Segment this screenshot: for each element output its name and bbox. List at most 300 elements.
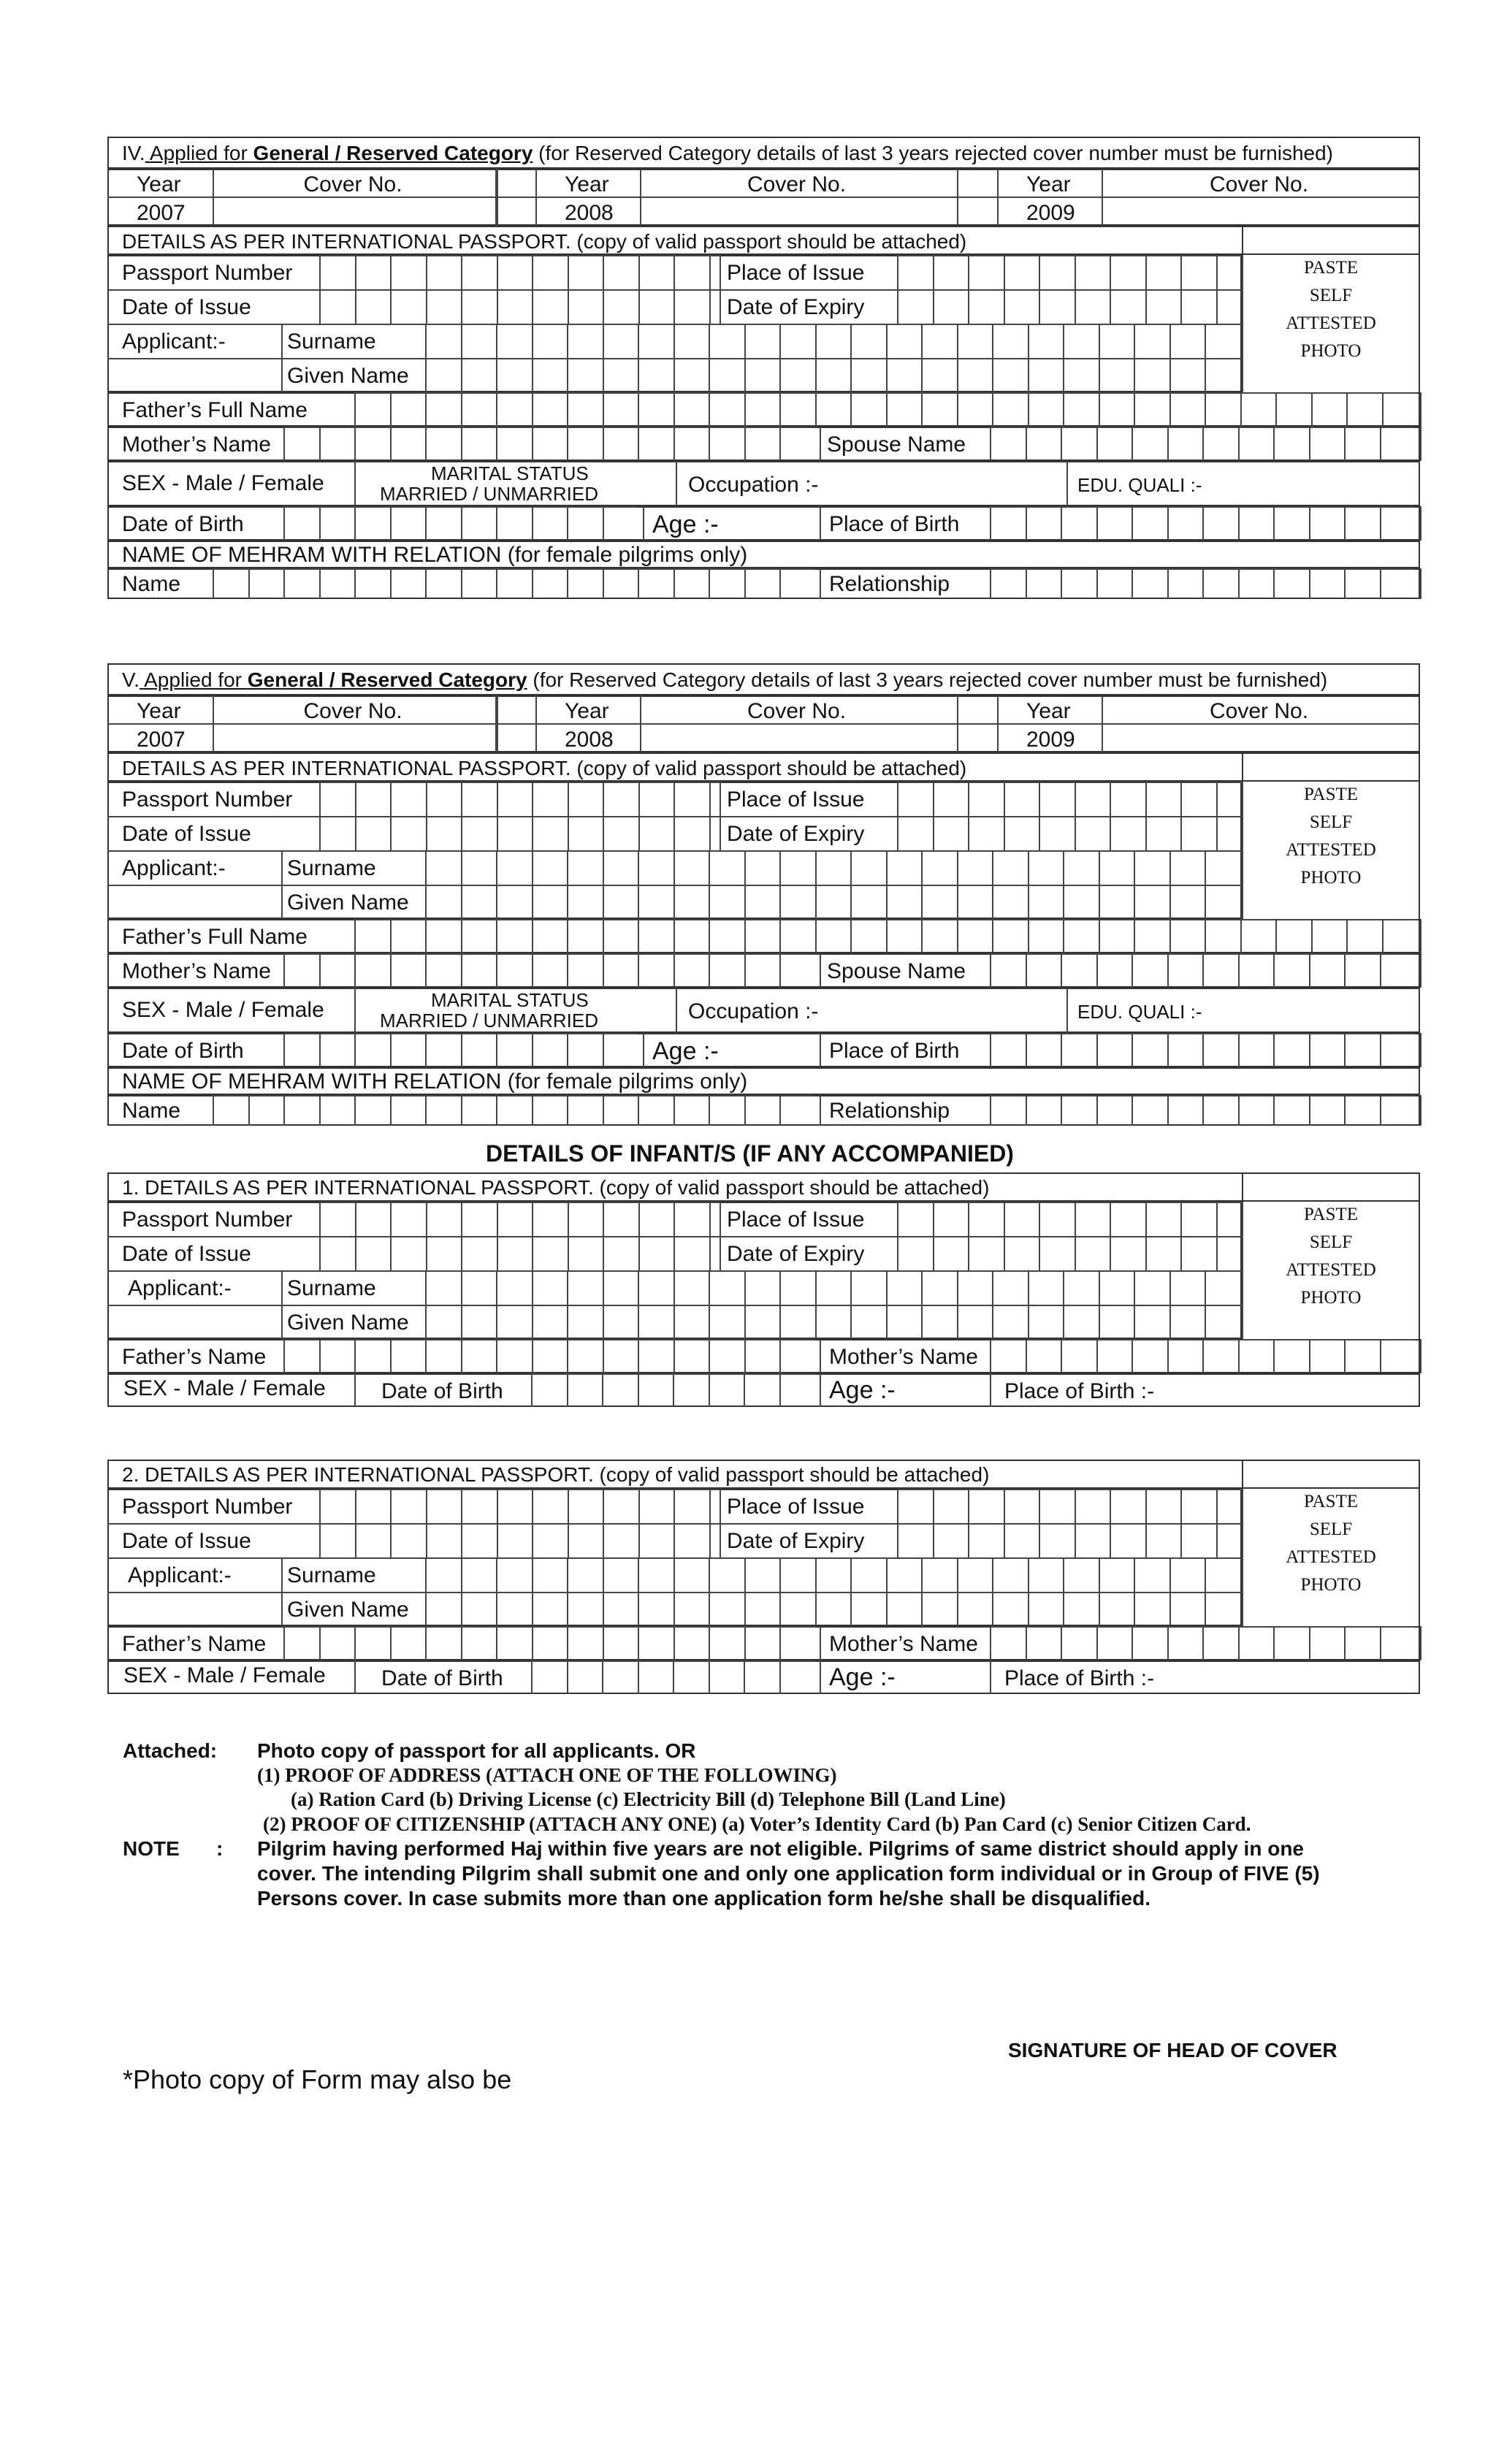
infant-surname-cell[interactable] bbox=[1099, 1270, 1134, 1305]
date-of-issue-cell[interactable] bbox=[426, 289, 462, 324]
given-name-cell[interactable] bbox=[425, 358, 461, 392]
surname-cell[interactable] bbox=[709, 324, 744, 358]
given-name-cell[interactable] bbox=[779, 358, 815, 392]
infant-date-of-issue-cell[interactable] bbox=[568, 1523, 603, 1557]
infant-father-cell[interactable] bbox=[496, 1626, 532, 1660]
father-name-cell[interactable] bbox=[1240, 919, 1276, 953]
infant-date-of-expiry-cell[interactable] bbox=[1075, 1236, 1110, 1270]
relationship-cell[interactable] bbox=[1202, 568, 1238, 599]
date-of-issue-cell[interactable] bbox=[568, 289, 603, 324]
date-of-issue-cell[interactable] bbox=[497, 289, 533, 324]
mother-name-cell[interactable] bbox=[779, 427, 815, 461]
infant-mother-cell[interactable] bbox=[1026, 1626, 1061, 1660]
father-name-cell[interactable] bbox=[532, 392, 568, 427]
passport-number-cell[interactable] bbox=[568, 782, 603, 816]
father-name-cell[interactable] bbox=[1169, 919, 1205, 953]
infant-given-name-cell[interactable] bbox=[532, 1592, 568, 1626]
given-name-cell[interactable] bbox=[709, 885, 744, 919]
given-name-cell[interactable] bbox=[957, 885, 993, 919]
infant-surname-cell[interactable] bbox=[461, 1270, 497, 1305]
infant-father-cell[interactable] bbox=[319, 1339, 355, 1373]
surname-cell[interactable] bbox=[1099, 850, 1134, 885]
passport-number-cell[interactable] bbox=[319, 255, 355, 289]
relationship-cell[interactable] bbox=[1096, 1095, 1132, 1126]
mother-name-cell[interactable] bbox=[638, 427, 673, 461]
mehram-name-cell[interactable] bbox=[638, 568, 673, 599]
infant-father-cell[interactable] bbox=[744, 1339, 780, 1373]
dob-cell[interactable] bbox=[354, 1033, 390, 1067]
infant-given-name-cell[interactable] bbox=[1028, 1592, 1064, 1626]
mother-name-cell[interactable] bbox=[532, 953, 568, 988]
date-of-expiry-cell[interactable] bbox=[1216, 816, 1243, 850]
infant-father-cell[interactable] bbox=[638, 1626, 673, 1660]
infant-mother-cell[interactable] bbox=[1238, 1339, 1274, 1373]
father-name-cell[interactable] bbox=[992, 919, 1028, 953]
cover-no-input[interactable] bbox=[643, 198, 954, 223]
given-name-cell[interactable] bbox=[921, 885, 957, 919]
place-of-issue-cell[interactable] bbox=[1180, 255, 1216, 289]
infant-given-name-cell[interactable] bbox=[886, 1592, 922, 1626]
infant-given-name-cell[interactable] bbox=[886, 1305, 922, 1339]
mother-name-cell[interactable] bbox=[425, 953, 461, 988]
spouse-name-cell[interactable] bbox=[1309, 427, 1345, 461]
date-of-issue-cell[interactable] bbox=[709, 289, 720, 324]
infant-father-cell[interactable] bbox=[283, 1339, 319, 1373]
infant-date-of-issue-cell[interactable] bbox=[461, 1523, 497, 1557]
mehram-name-cell[interactable] bbox=[673, 568, 709, 599]
infant-dob-cell[interactable] bbox=[602, 1373, 638, 1407]
infant-father-cell[interactable] bbox=[709, 1626, 744, 1660]
infant-place-of-issue-cell[interactable] bbox=[1075, 1489, 1110, 1523]
date-of-issue-cell[interactable] bbox=[603, 289, 638, 324]
infant-surname-cell[interactable] bbox=[1028, 1557, 1064, 1592]
relationship-cell[interactable] bbox=[1061, 1095, 1096, 1126]
spouse-name-cell[interactable] bbox=[1202, 427, 1238, 461]
infant-father-cell[interactable] bbox=[779, 1626, 815, 1660]
spouse-name-cell[interactable] bbox=[1238, 427, 1274, 461]
relationship-cell[interactable] bbox=[1061, 568, 1096, 599]
father-name-cell[interactable] bbox=[1205, 919, 1240, 953]
relationship-cell[interactable] bbox=[1131, 1095, 1167, 1126]
spouse-name-cell[interactable] bbox=[1061, 427, 1096, 461]
infant-given-name-cell[interactable] bbox=[1169, 1305, 1205, 1339]
dob-cell[interactable] bbox=[496, 1033, 532, 1067]
passport-number-cell[interactable] bbox=[673, 782, 709, 816]
father-name-cell[interactable] bbox=[1346, 919, 1382, 953]
infant-father-cell[interactable] bbox=[354, 1339, 390, 1373]
given-name-cell[interactable] bbox=[850, 885, 886, 919]
infant-surname-cell[interactable] bbox=[744, 1557, 780, 1592]
father-name-cell[interactable] bbox=[1205, 392, 1240, 427]
passport-number-cell[interactable] bbox=[319, 782, 355, 816]
relationship-cell[interactable] bbox=[1238, 1095, 1274, 1126]
infant-given-name-cell[interactable] bbox=[779, 1592, 815, 1626]
given-name-cell[interactable] bbox=[886, 885, 922, 919]
infant-date-of-issue-cell[interactable] bbox=[532, 1523, 568, 1557]
father-name-cell[interactable] bbox=[603, 919, 638, 953]
infant-mother-cell[interactable] bbox=[1309, 1626, 1345, 1660]
mother-name-cell[interactable] bbox=[496, 953, 532, 988]
father-name-cell[interactable] bbox=[354, 919, 390, 953]
relationship-cell[interactable] bbox=[1344, 1095, 1380, 1126]
father-name-cell[interactable] bbox=[567, 919, 603, 953]
infant-surname-cell[interactable] bbox=[1134, 1270, 1169, 1305]
mehram-name-cell[interactable] bbox=[779, 1095, 815, 1126]
infant-given-name-cell[interactable] bbox=[496, 1305, 532, 1339]
infant-place-of-issue-cell[interactable] bbox=[897, 1202, 933, 1236]
infant-passport-number-cell[interactable] bbox=[461, 1202, 497, 1236]
infant-father-cell[interactable] bbox=[354, 1626, 390, 1660]
father-name-cell[interactable] bbox=[461, 392, 497, 427]
infant-surname-cell[interactable] bbox=[532, 1270, 568, 1305]
place-of-birth-cell[interactable] bbox=[1202, 506, 1238, 541]
passport-number-cell[interactable] bbox=[461, 782, 497, 816]
cover-no-input[interactable] bbox=[1104, 725, 1417, 750]
place-of-birth-cell[interactable] bbox=[1096, 1033, 1132, 1067]
relationship-cell[interactable] bbox=[990, 1095, 1026, 1126]
dob-cell[interactable] bbox=[283, 506, 319, 541]
place-of-issue-cell[interactable] bbox=[1075, 255, 1110, 289]
place-of-issue-cell[interactable] bbox=[1004, 255, 1039, 289]
father-name-cell[interactable] bbox=[1275, 919, 1311, 953]
cover-no-input[interactable] bbox=[643, 725, 954, 750]
mehram-name-cell[interactable] bbox=[744, 1095, 780, 1126]
father-name-cell[interactable] bbox=[992, 392, 1028, 427]
passport-number-cell[interactable] bbox=[532, 255, 568, 289]
relationship-cell[interactable] bbox=[1167, 1095, 1203, 1126]
mehram-name-cell[interactable] bbox=[213, 568, 248, 599]
father-name-cell[interactable] bbox=[390, 919, 426, 953]
relationship-cell[interactable] bbox=[1096, 568, 1132, 599]
mother-name-cell[interactable] bbox=[709, 953, 744, 988]
given-name-cell[interactable] bbox=[709, 358, 744, 392]
dob-cell[interactable] bbox=[461, 1033, 497, 1067]
mother-name-cell[interactable] bbox=[709, 427, 744, 461]
infant-father-cell[interactable] bbox=[319, 1626, 355, 1660]
infant-passport-number-cell[interactable] bbox=[426, 1202, 462, 1236]
mother-name-cell[interactable] bbox=[354, 427, 390, 461]
infant-given-name-cell[interactable] bbox=[744, 1592, 780, 1626]
surname-cell[interactable] bbox=[779, 324, 815, 358]
infant-father-cell[interactable] bbox=[425, 1339, 461, 1373]
given-name-cell[interactable] bbox=[461, 885, 497, 919]
infant-dob-cell[interactable] bbox=[531, 1373, 567, 1407]
infant-given-name-cell[interactable] bbox=[1099, 1305, 1134, 1339]
infant-date-of-issue-cell[interactable] bbox=[355, 1236, 391, 1270]
passport-number-cell[interactable] bbox=[709, 782, 720, 816]
infant-date-of-issue-cell[interactable] bbox=[568, 1236, 603, 1270]
given-name-cell[interactable] bbox=[921, 358, 957, 392]
infant-surname-cell[interactable] bbox=[532, 1557, 568, 1592]
father-name-cell[interactable] bbox=[886, 919, 922, 953]
infant-surname-cell[interactable] bbox=[992, 1270, 1028, 1305]
place-of-birth-cell[interactable] bbox=[1344, 506, 1380, 541]
mehram-name-cell[interactable] bbox=[532, 1095, 568, 1126]
father-name-cell[interactable] bbox=[638, 392, 673, 427]
given-name-cell[interactable] bbox=[815, 885, 851, 919]
infant-date-of-expiry-cell[interactable] bbox=[933, 1523, 969, 1557]
surname-cell[interactable] bbox=[532, 324, 568, 358]
dob-cell[interactable] bbox=[390, 1033, 426, 1067]
father-name-cell[interactable] bbox=[815, 919, 851, 953]
infant-passport-number-cell[interactable] bbox=[568, 1489, 603, 1523]
infant-surname-cell[interactable] bbox=[779, 1557, 815, 1592]
relationship-cell[interactable] bbox=[1380, 1095, 1416, 1126]
mehram-name-cell[interactable] bbox=[319, 1095, 355, 1126]
infant-dob-cell[interactable] bbox=[779, 1373, 815, 1407]
passport-number-cell[interactable] bbox=[568, 255, 603, 289]
father-name-cell[interactable] bbox=[850, 919, 886, 953]
infant-surname-cell[interactable] bbox=[886, 1557, 922, 1592]
given-name-cell[interactable] bbox=[1099, 358, 1134, 392]
mother-name-cell[interactable] bbox=[638, 953, 673, 988]
date-of-issue-cell[interactable] bbox=[390, 816, 426, 850]
infant-surname-cell[interactable] bbox=[1063, 1270, 1099, 1305]
spouse-name-cell[interactable] bbox=[1344, 953, 1380, 988]
date-of-issue-cell[interactable] bbox=[638, 816, 674, 850]
surname-cell[interactable] bbox=[1205, 324, 1240, 358]
father-name-cell[interactable] bbox=[1275, 392, 1311, 427]
father-name-cell[interactable] bbox=[1028, 392, 1064, 427]
surname-cell[interactable] bbox=[603, 324, 638, 358]
place-of-birth-cell[interactable] bbox=[990, 506, 1026, 541]
infant-date-of-expiry-cell[interactable] bbox=[1216, 1236, 1243, 1270]
father-name-cell[interactable] bbox=[1134, 392, 1169, 427]
dob-cell[interactable] bbox=[532, 1033, 568, 1067]
infant-given-name-cell[interactable] bbox=[1028, 1305, 1064, 1339]
infant-date-of-expiry-cell[interactable] bbox=[1110, 1236, 1145, 1270]
infant-date-of-expiry-cell[interactable] bbox=[1145, 1236, 1181, 1270]
place-of-issue-cell[interactable] bbox=[933, 782, 969, 816]
place-of-issue-cell[interactable] bbox=[1110, 255, 1145, 289]
place-of-birth-cell[interactable] bbox=[990, 1033, 1026, 1067]
infant-father-cell[interactable] bbox=[532, 1626, 568, 1660]
father-name-cell[interactable] bbox=[1099, 919, 1134, 953]
mehram-name-cell[interactable] bbox=[709, 568, 744, 599]
infant-mother-cell[interactable] bbox=[1167, 1626, 1203, 1660]
spouse-name-cell[interactable] bbox=[1167, 953, 1203, 988]
father-name-cell[interactable] bbox=[1099, 392, 1134, 427]
infant-date-of-issue-cell[interactable] bbox=[532, 1236, 568, 1270]
spouse-name-cell[interactable] bbox=[990, 953, 1026, 988]
surname-cell[interactable] bbox=[815, 850, 851, 885]
dob-cell[interactable] bbox=[319, 506, 355, 541]
infant-surname-cell[interactable] bbox=[1205, 1557, 1240, 1592]
father-name-cell[interactable] bbox=[1311, 919, 1347, 953]
mehram-name-cell[interactable] bbox=[248, 1095, 284, 1126]
mother-name-cell[interactable] bbox=[283, 953, 319, 988]
given-name-cell[interactable] bbox=[957, 358, 993, 392]
infant-place-of-issue-cell[interactable] bbox=[1180, 1489, 1216, 1523]
given-name-cell[interactable] bbox=[496, 358, 532, 392]
place-of-birth-cell[interactable] bbox=[1273, 506, 1309, 541]
date-of-expiry-cell[interactable] bbox=[968, 289, 1004, 324]
mehram-name-cell[interactable] bbox=[390, 568, 426, 599]
surname-cell[interactable] bbox=[1134, 324, 1169, 358]
surname-cell[interactable] bbox=[1205, 850, 1240, 885]
date-of-issue-cell[interactable] bbox=[673, 289, 709, 324]
infant-place-of-issue-cell[interactable] bbox=[1039, 1489, 1075, 1523]
date-of-issue-cell[interactable] bbox=[532, 816, 568, 850]
infant-surname-cell[interactable] bbox=[638, 1270, 673, 1305]
passport-number-cell[interactable] bbox=[461, 255, 497, 289]
father-name-cell[interactable] bbox=[354, 392, 390, 427]
infant-given-name-cell[interactable] bbox=[425, 1305, 461, 1339]
date-of-issue-cell[interactable] bbox=[461, 289, 497, 324]
infant-father-cell[interactable] bbox=[283, 1626, 319, 1660]
infant-passport-number-cell[interactable] bbox=[568, 1202, 603, 1236]
spouse-name-cell[interactable] bbox=[1131, 953, 1167, 988]
infant-given-name-cell[interactable] bbox=[638, 1592, 673, 1626]
surname-cell[interactable] bbox=[1169, 324, 1205, 358]
father-name-cell[interactable] bbox=[532, 919, 568, 953]
relationship-cell[interactable] bbox=[1380, 568, 1416, 599]
date-of-expiry-cell[interactable] bbox=[1145, 816, 1181, 850]
given-name-cell[interactable] bbox=[567, 358, 603, 392]
place-of-birth-cell[interactable] bbox=[1131, 506, 1167, 541]
infant-date-of-issue-cell[interactable] bbox=[709, 1523, 720, 1557]
infant-surname-cell[interactable] bbox=[673, 1270, 709, 1305]
place-of-birth-cell[interactable] bbox=[1309, 1033, 1345, 1067]
spouse-name-cell[interactable] bbox=[1026, 953, 1061, 988]
infant-mother-cell[interactable] bbox=[1380, 1339, 1416, 1373]
infant-given-name-cell[interactable] bbox=[496, 1592, 532, 1626]
date-of-expiry-cell[interactable] bbox=[933, 289, 969, 324]
place-of-issue-cell[interactable] bbox=[1145, 255, 1181, 289]
given-name-cell[interactable] bbox=[815, 358, 851, 392]
infant-date-of-issue-cell[interactable] bbox=[426, 1523, 462, 1557]
passport-number-cell[interactable] bbox=[390, 782, 426, 816]
place-of-issue-cell[interactable] bbox=[933, 255, 969, 289]
infant-father-cell[interactable] bbox=[709, 1339, 744, 1373]
infant-surname-cell[interactable] bbox=[603, 1557, 638, 1592]
infant-surname-cell[interactable] bbox=[638, 1557, 673, 1592]
infant-surname-cell[interactable] bbox=[567, 1557, 603, 1592]
infant-place-of-issue-cell[interactable] bbox=[933, 1489, 969, 1523]
infant-mother-cell[interactable] bbox=[1131, 1339, 1167, 1373]
surname-cell[interactable] bbox=[425, 850, 461, 885]
infant-given-name-cell[interactable] bbox=[921, 1592, 957, 1626]
mother-name-cell[interactable] bbox=[744, 427, 780, 461]
infant-mother-cell[interactable] bbox=[990, 1339, 1026, 1373]
infant-mother-cell[interactable] bbox=[1061, 1626, 1096, 1660]
infant-passport-number-cell[interactable] bbox=[603, 1202, 638, 1236]
given-name-cell[interactable] bbox=[425, 885, 461, 919]
father-name-cell[interactable] bbox=[1382, 392, 1418, 427]
infant-date-of-expiry-cell[interactable] bbox=[1216, 1523, 1243, 1557]
mehram-name-cell[interactable] bbox=[354, 1095, 390, 1126]
infant-surname-cell[interactable] bbox=[1028, 1270, 1064, 1305]
infant-father-cell[interactable] bbox=[603, 1626, 638, 1660]
place-of-birth-cell[interactable] bbox=[1238, 506, 1274, 541]
spouse-name-cell[interactable] bbox=[1344, 427, 1380, 461]
father-name-cell[interactable] bbox=[815, 392, 851, 427]
infant-mother-cell[interactable] bbox=[1167, 1339, 1203, 1373]
infant-surname-cell[interactable] bbox=[425, 1270, 461, 1305]
date-of-issue-cell[interactable] bbox=[355, 289, 391, 324]
surname-cell[interactable] bbox=[425, 324, 461, 358]
infant-surname-cell[interactable] bbox=[815, 1557, 851, 1592]
date-of-expiry-cell[interactable] bbox=[1075, 289, 1110, 324]
surname-cell[interactable] bbox=[567, 324, 603, 358]
given-name-cell[interactable] bbox=[1099, 885, 1134, 919]
infant-passport-number-cell[interactable] bbox=[673, 1202, 709, 1236]
infant-father-cell[interactable] bbox=[567, 1626, 603, 1660]
mother-name-cell[interactable] bbox=[354, 953, 390, 988]
infant-date-of-issue-cell[interactable] bbox=[673, 1236, 709, 1270]
date-of-expiry-cell[interactable] bbox=[1110, 816, 1145, 850]
infant-date-of-expiry-cell[interactable] bbox=[1004, 1236, 1039, 1270]
mehram-name-cell[interactable] bbox=[567, 568, 603, 599]
relationship-cell[interactable] bbox=[1026, 1095, 1061, 1126]
spouse-name-cell[interactable] bbox=[1238, 953, 1274, 988]
father-name-cell[interactable] bbox=[1134, 919, 1169, 953]
infant-dob-cell[interactable] bbox=[602, 1660, 638, 1694]
spouse-name-cell[interactable] bbox=[1273, 427, 1309, 461]
surname-cell[interactable] bbox=[638, 850, 673, 885]
infant-given-name-cell[interactable] bbox=[425, 1592, 461, 1626]
spouse-name-cell[interactable] bbox=[1167, 427, 1203, 461]
infant-passport-number-cell[interactable] bbox=[673, 1489, 709, 1523]
infant-date-of-issue-cell[interactable] bbox=[638, 1523, 674, 1557]
surname-cell[interactable] bbox=[815, 324, 851, 358]
cover-no-input[interactable] bbox=[1104, 198, 1417, 223]
dob-cell[interactable] bbox=[425, 1033, 461, 1067]
spouse-name-cell[interactable] bbox=[1380, 953, 1416, 988]
relationship-cell[interactable] bbox=[1309, 1095, 1345, 1126]
date-of-issue-cell[interactable] bbox=[603, 816, 638, 850]
mehram-name-cell[interactable] bbox=[213, 1095, 248, 1126]
infant-surname-cell[interactable] bbox=[957, 1557, 993, 1592]
infant-place-of-issue-cell[interactable] bbox=[1004, 1202, 1039, 1236]
infant-surname-cell[interactable] bbox=[461, 1557, 497, 1592]
passport-number-cell[interactable] bbox=[497, 255, 533, 289]
infant-given-name-cell[interactable] bbox=[709, 1305, 744, 1339]
surname-cell[interactable] bbox=[1028, 850, 1064, 885]
mehram-name-cell[interactable] bbox=[603, 1095, 638, 1126]
infant-dob-cell[interactable] bbox=[744, 1660, 779, 1694]
given-name-cell[interactable] bbox=[567, 885, 603, 919]
infant-surname-cell[interactable] bbox=[744, 1270, 780, 1305]
passport-number-cell[interactable] bbox=[355, 782, 391, 816]
mother-name-cell[interactable] bbox=[319, 953, 355, 988]
given-name-cell[interactable] bbox=[461, 358, 497, 392]
infant-date-of-issue-cell[interactable] bbox=[319, 1523, 355, 1557]
mehram-name-cell[interactable] bbox=[496, 568, 532, 599]
place-of-birth-cell[interactable] bbox=[1202, 1033, 1238, 1067]
infant-date-of-issue-cell[interactable] bbox=[461, 1236, 497, 1270]
place-of-birth-cell[interactable] bbox=[1026, 1033, 1061, 1067]
infant-father-cell[interactable] bbox=[673, 1339, 709, 1373]
date-of-issue-cell[interactable] bbox=[461, 816, 497, 850]
infant-father-cell[interactable] bbox=[390, 1339, 426, 1373]
infant-given-name-cell[interactable] bbox=[850, 1592, 886, 1626]
infant-given-name-cell[interactable] bbox=[603, 1305, 638, 1339]
infant-dob-cell[interactable] bbox=[709, 1660, 744, 1694]
infant-date-of-expiry-cell[interactable] bbox=[1039, 1236, 1075, 1270]
surname-cell[interactable] bbox=[850, 324, 886, 358]
place-of-issue-cell[interactable] bbox=[1039, 255, 1075, 289]
infant-mother-cell[interactable] bbox=[1096, 1626, 1132, 1660]
relationship-cell[interactable] bbox=[1131, 568, 1167, 599]
spouse-name-cell[interactable] bbox=[1380, 427, 1416, 461]
mother-name-cell[interactable] bbox=[532, 427, 568, 461]
relationship-cell[interactable] bbox=[1202, 1095, 1238, 1126]
infant-place-of-issue-cell[interactable] bbox=[1110, 1489, 1145, 1523]
surname-cell[interactable] bbox=[1028, 324, 1064, 358]
infant-dob-cell[interactable] bbox=[709, 1373, 744, 1407]
surname-cell[interactable] bbox=[886, 324, 922, 358]
